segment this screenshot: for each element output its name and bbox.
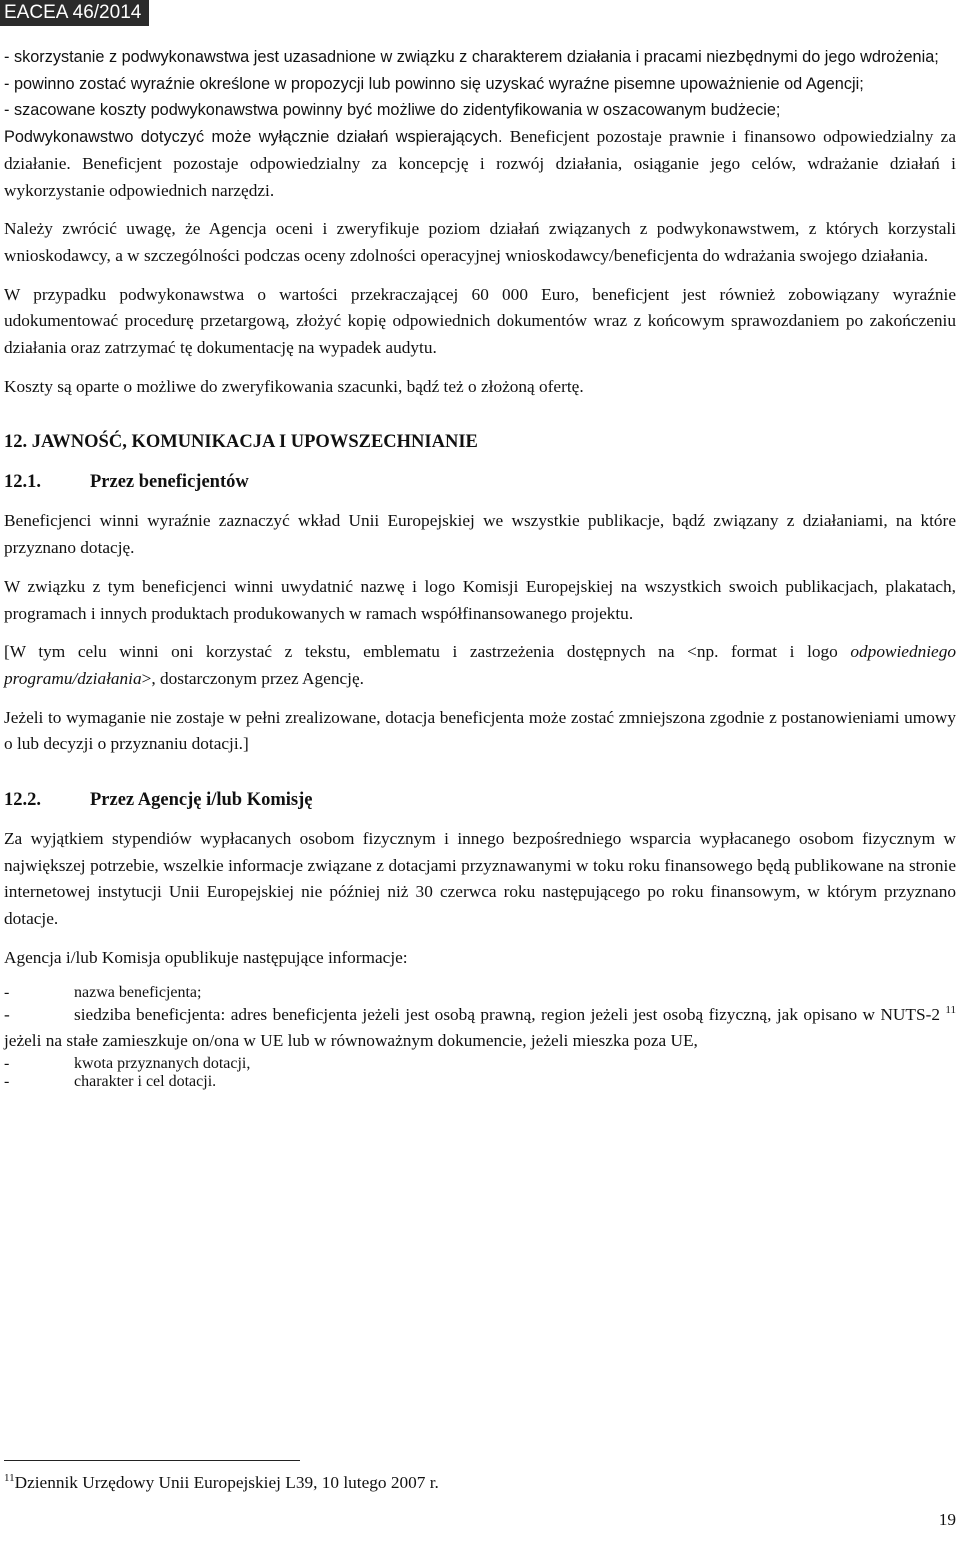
bullet-line: - skorzystanie z podwykonawstwa jest uzasadnione w związku z charakterem działania i pracami niezbędnymi do jego wdrożenia;	[4, 48, 939, 66]
list-item-text: kwota przyznanych dotacji,	[74, 1054, 251, 1072]
paragraph: Należy zwrócić uwagę, że Agencja oceni i zweryfikuje poziom działań związanych z podwykonawstwem, z których korzystali wnioskodawcy, a w szczególności podczas oceny zdolności operacyjnej wnioskodawcy/beneficjenta do wdrażania swojego działania.	[4, 219, 956, 265]
subsection-heading	[4, 786, 956, 814]
list-item-text: nazwa beneficjenta;	[74, 983, 202, 1001]
list-item-text-part: jak opisano w NUTS-2	[776, 1004, 946, 1024]
paragraph: Agencja i/lub Komisja opublikuje następujące informacje:	[4, 947, 408, 967]
list-dash: -	[4, 1054, 10, 1072]
list-dash: -	[4, 1004, 10, 1024]
paragraph: Jeżeli to wymaganie nie zostaje w pełni zrealizowane, dotacja beneficjenta może zostać zmniejszona zgodnie z postanowieniami umowy o lub decyzji o przyznaniu dotacji.]	[4, 707, 956, 754]
section-heading: 12. JAWNOŚĆ, KOMUNIKACJA I UPOWSZECHNIANIE	[4, 432, 478, 453]
paragraph-text: Beneficjent pozostaje prawnie i finansowo odpowiedzialny za działanie. Beneficjent pozostaje odpowiedzialny za koncepcję i rozwój działania, osiąganie jego celów, wdrażanie działań i wykorzystanie odpowiednich narzędzi.	[4, 127, 956, 200]
paragraph	[4, 124, 956, 204]
footnote-number: 11	[4, 1472, 15, 1484]
document-header: EACEA 46/2014	[0, 0, 149, 26]
paragraph: W przypadku podwykonawstwa o wartości przekraczającej 60 000 Euro, beneficjent jest również zobowiązany wyraźnie udokumentować procedurę przetargową, złożyć kopię odpowiednich dokumentów wraz z końcowym sprawozdaniem po zakończeniu działania oraz zatrzymać tę dokumentację na wypadek audytu.	[4, 284, 956, 358]
subsection-title: Przez beneficjentów	[90, 472, 249, 493]
list-item	[4, 984, 956, 1002]
footnote-ref: 11	[945, 1003, 956, 1016]
document-body	[4, 44, 956, 1091]
list-dash: -	[4, 1072, 10, 1090]
subsection-title: Przez Agencję i/lub Komisję	[90, 790, 313, 811]
paragraph: Koszty są oparte o możliwe do zweryfikowania szacunki, bądź też o złożoną ofertę.	[4, 376, 584, 396]
list-item-text	[4, 1002, 956, 1055]
subsection-number: 12.1.	[4, 472, 41, 493]
bullet-line: - szacowane koszty podwykonawstwa powinny być możliwe do zidentyfikowania w oszacowanym budżecie;	[4, 101, 781, 120]
paragraph-text: >, dostarczonym przez Agencję.	[141, 668, 364, 688]
bullet-line: - powinno zostać wyraźnie określone w propozycji lub powinno się uzyskać wyraźne pisemne upoważnienie od Agencji;	[4, 74, 864, 93]
list-item-text-part: siedziba beneficjenta: adres beneficjenta jeżeli jest osobą prawną, region jeżeli jest osobą fizyczną,	[74, 1004, 772, 1024]
footnote	[4, 1470, 439, 1496]
paragraph: W związku z tym beneficjenci winni uwydatnić nazwę i logo Komisji Europejskiej na wszystkich swoich publikacjach, plakatach, programach i innych produktach produkowanych w ramach współfinansowanego projektu.	[4, 576, 956, 623]
paragraph-text: [W tym celu winni oni korzystać z tekstu, emblematu i zastrzeżenia dostępnych na <np. format i logo	[4, 642, 851, 662]
info-list	[4, 984, 956, 1091]
paragraph: Za wyjątkiem stypendiów wypłacanych osobom fizycznym i innego bezpośredniego wsparcia wypłacanego osobom fizycznym w największej potrzebie, wszelkie informacje związane z dotacjami przyznawanymi w toku roku finansowego będą publikowane na stronie internetowej instytucji Unii Europejskiej nie później niż 30 czerwca roku następującego po roku finansowym, w którym przyznano dotacje.	[4, 829, 956, 929]
italic-text: odpowiedniego programu/działania	[4, 642, 956, 688]
subsection-heading	[4, 468, 956, 496]
list-item-text-part: jeżeli na stałe zamieszkuje on/ona w UE lub w równoważnym dokumencie, jeżeli mieszka poza UE,	[4, 1031, 698, 1051]
footnote-text: Dziennik Urzędowy Unii Europejskiej L39, 10 lutego 2007 r.	[14, 1473, 439, 1492]
paragraph-sans-text: Podwykonawstwo dotyczyć może wyłącznie działań wspierających.	[4, 128, 503, 147]
page-number: 19	[938, 1510, 956, 1529]
paragraph: Beneficjenci winni wyraźnie zaznaczyć wkład Unii Europejskiej we wszystkie publikacje, bądź związany z działaniami, na które przyznano dotację.	[4, 511, 956, 558]
list-item	[4, 1073, 956, 1091]
list-item	[4, 1055, 956, 1073]
subsection-number: 12.2.	[4, 790, 41, 811]
paragraph	[4, 639, 956, 692]
list-dash: -	[4, 983, 10, 1001]
list-item-text: charakter i cel dotacji.	[74, 1072, 217, 1090]
list-item	[4, 1002, 956, 1055]
footnote-divider	[4, 1460, 300, 1461]
